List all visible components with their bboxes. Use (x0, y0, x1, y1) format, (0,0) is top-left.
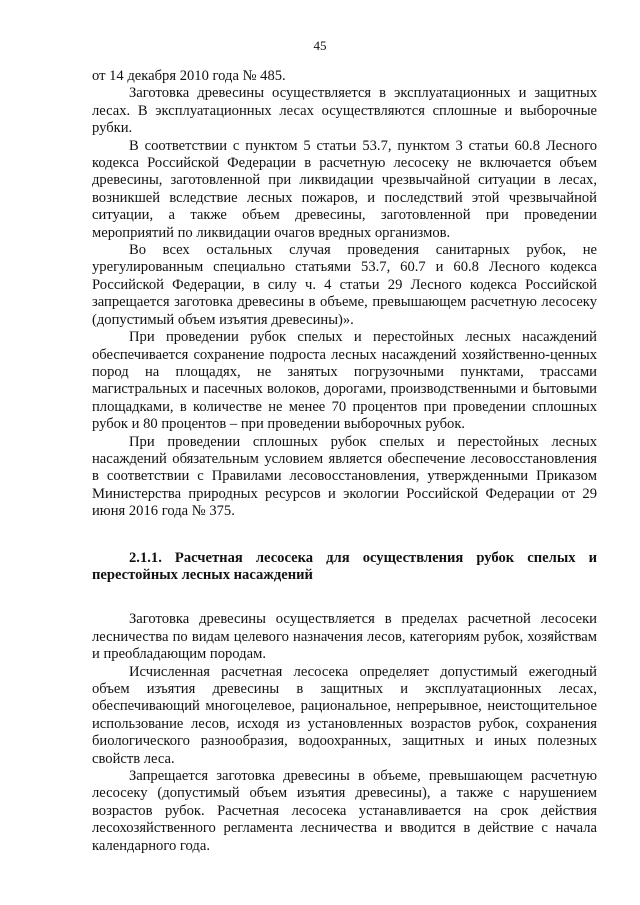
paragraph-continuation: от 14 декабря 2010 года № 485. (92, 68, 286, 84)
section-heading: 2.1.1. Расчетная лесосека для осуществления рубок спелых и перестойных лесных насаждений (92, 549, 597, 583)
document-body (92, 68, 597, 855)
paragraph: Заготовка древесины осуществляется в пределах расчетной лесосеки лесничества по видам целевого назначения лесов, категориям рубок, хозяйствам и преобладающим породам. (92, 611, 597, 663)
paragraph: При проведении рубок спелых и перестойных лесных насаждений обеспечивается сохранение подроста лесных насаждений хозяйственно-ценных пород на площадях, не занятых погрузочными пунктами, трассами магистральных и пасечных волоков, дорогами, производственными и бытовыми площадками, в количестве не менее 70 процентов при проведении сплошных рубок и 80 процентов – при проведении выборочных рубок. (92, 329, 597, 433)
heading-spacer (92, 584, 597, 611)
paragraph: В соответствии с пунктом 5 статьи 53.7, пунктом 3 статьи 60.8 Лесного кодекса Российской Федерации в расчетную лесосеку не включается объем древесины, заготовленной при ликвидации чрезвычайной ситуации в лесах, возникшей вследствие лесных пожаров, и последствий этой чрезвычайной ситуации, а также объем древесины, заготовленной при проведении мероприятий по ликвидации очагов вредных организмов. (92, 137, 597, 241)
paragraph: Заготовка древесины осуществляется в эксплуатационных и защитных лесах. В эксплуатационных лесах осуществляются сплошные и выборочные рубки. (92, 85, 597, 137)
page-number: 45 (313, 38, 327, 53)
paragraph: Во всех остальных случая проведения санитарных рубок, не урегулированным специально статьями 53.7, 60.7 и 60.8 Лесного кодекса Российской Федерации, в силу ч. 4 статьи 29 Лесного кодекса Российской запрещается заготовка древесины в объеме, превышающем расчетную лесосеку (допустимый объем изъятия древесины)». (92, 242, 597, 328)
paragraph: При проведении сплошных рубок спелых и перестойных лесных насаждений обязательным условием является обеспечение лесовосстановления в соответствии с Правилами лесовосстановления, утвержденными Приказом Министерства природных ресурсов и экологии Российской Федерации от 29 июня 2016 года № 375. (92, 433, 597, 520)
paragraph: Запрещается заготовка древесины в объеме, превышающем расчетную лесосеку (допустимый объем изъятия древесины), а также с нарушением возрастов рубок. Расчетная лесосека устанавливается на срок действия лесохозяйственного регламента лесничества и вводится в действие с начала календарного года. (92, 768, 597, 854)
paragraph: Исчисленная расчетная лесосека определяет допустимый ежегодный объем изъятия древесины в защитных и эксплуатационных лесах, обеспечивающий многоцелевое, рациональное, непрерывное, неистощительное использование лесов, исходя из установленных возрастов рубок, сохранения биологического разнообразия, водоохранных, защитных и иных полезных свойств леса. (92, 663, 597, 767)
